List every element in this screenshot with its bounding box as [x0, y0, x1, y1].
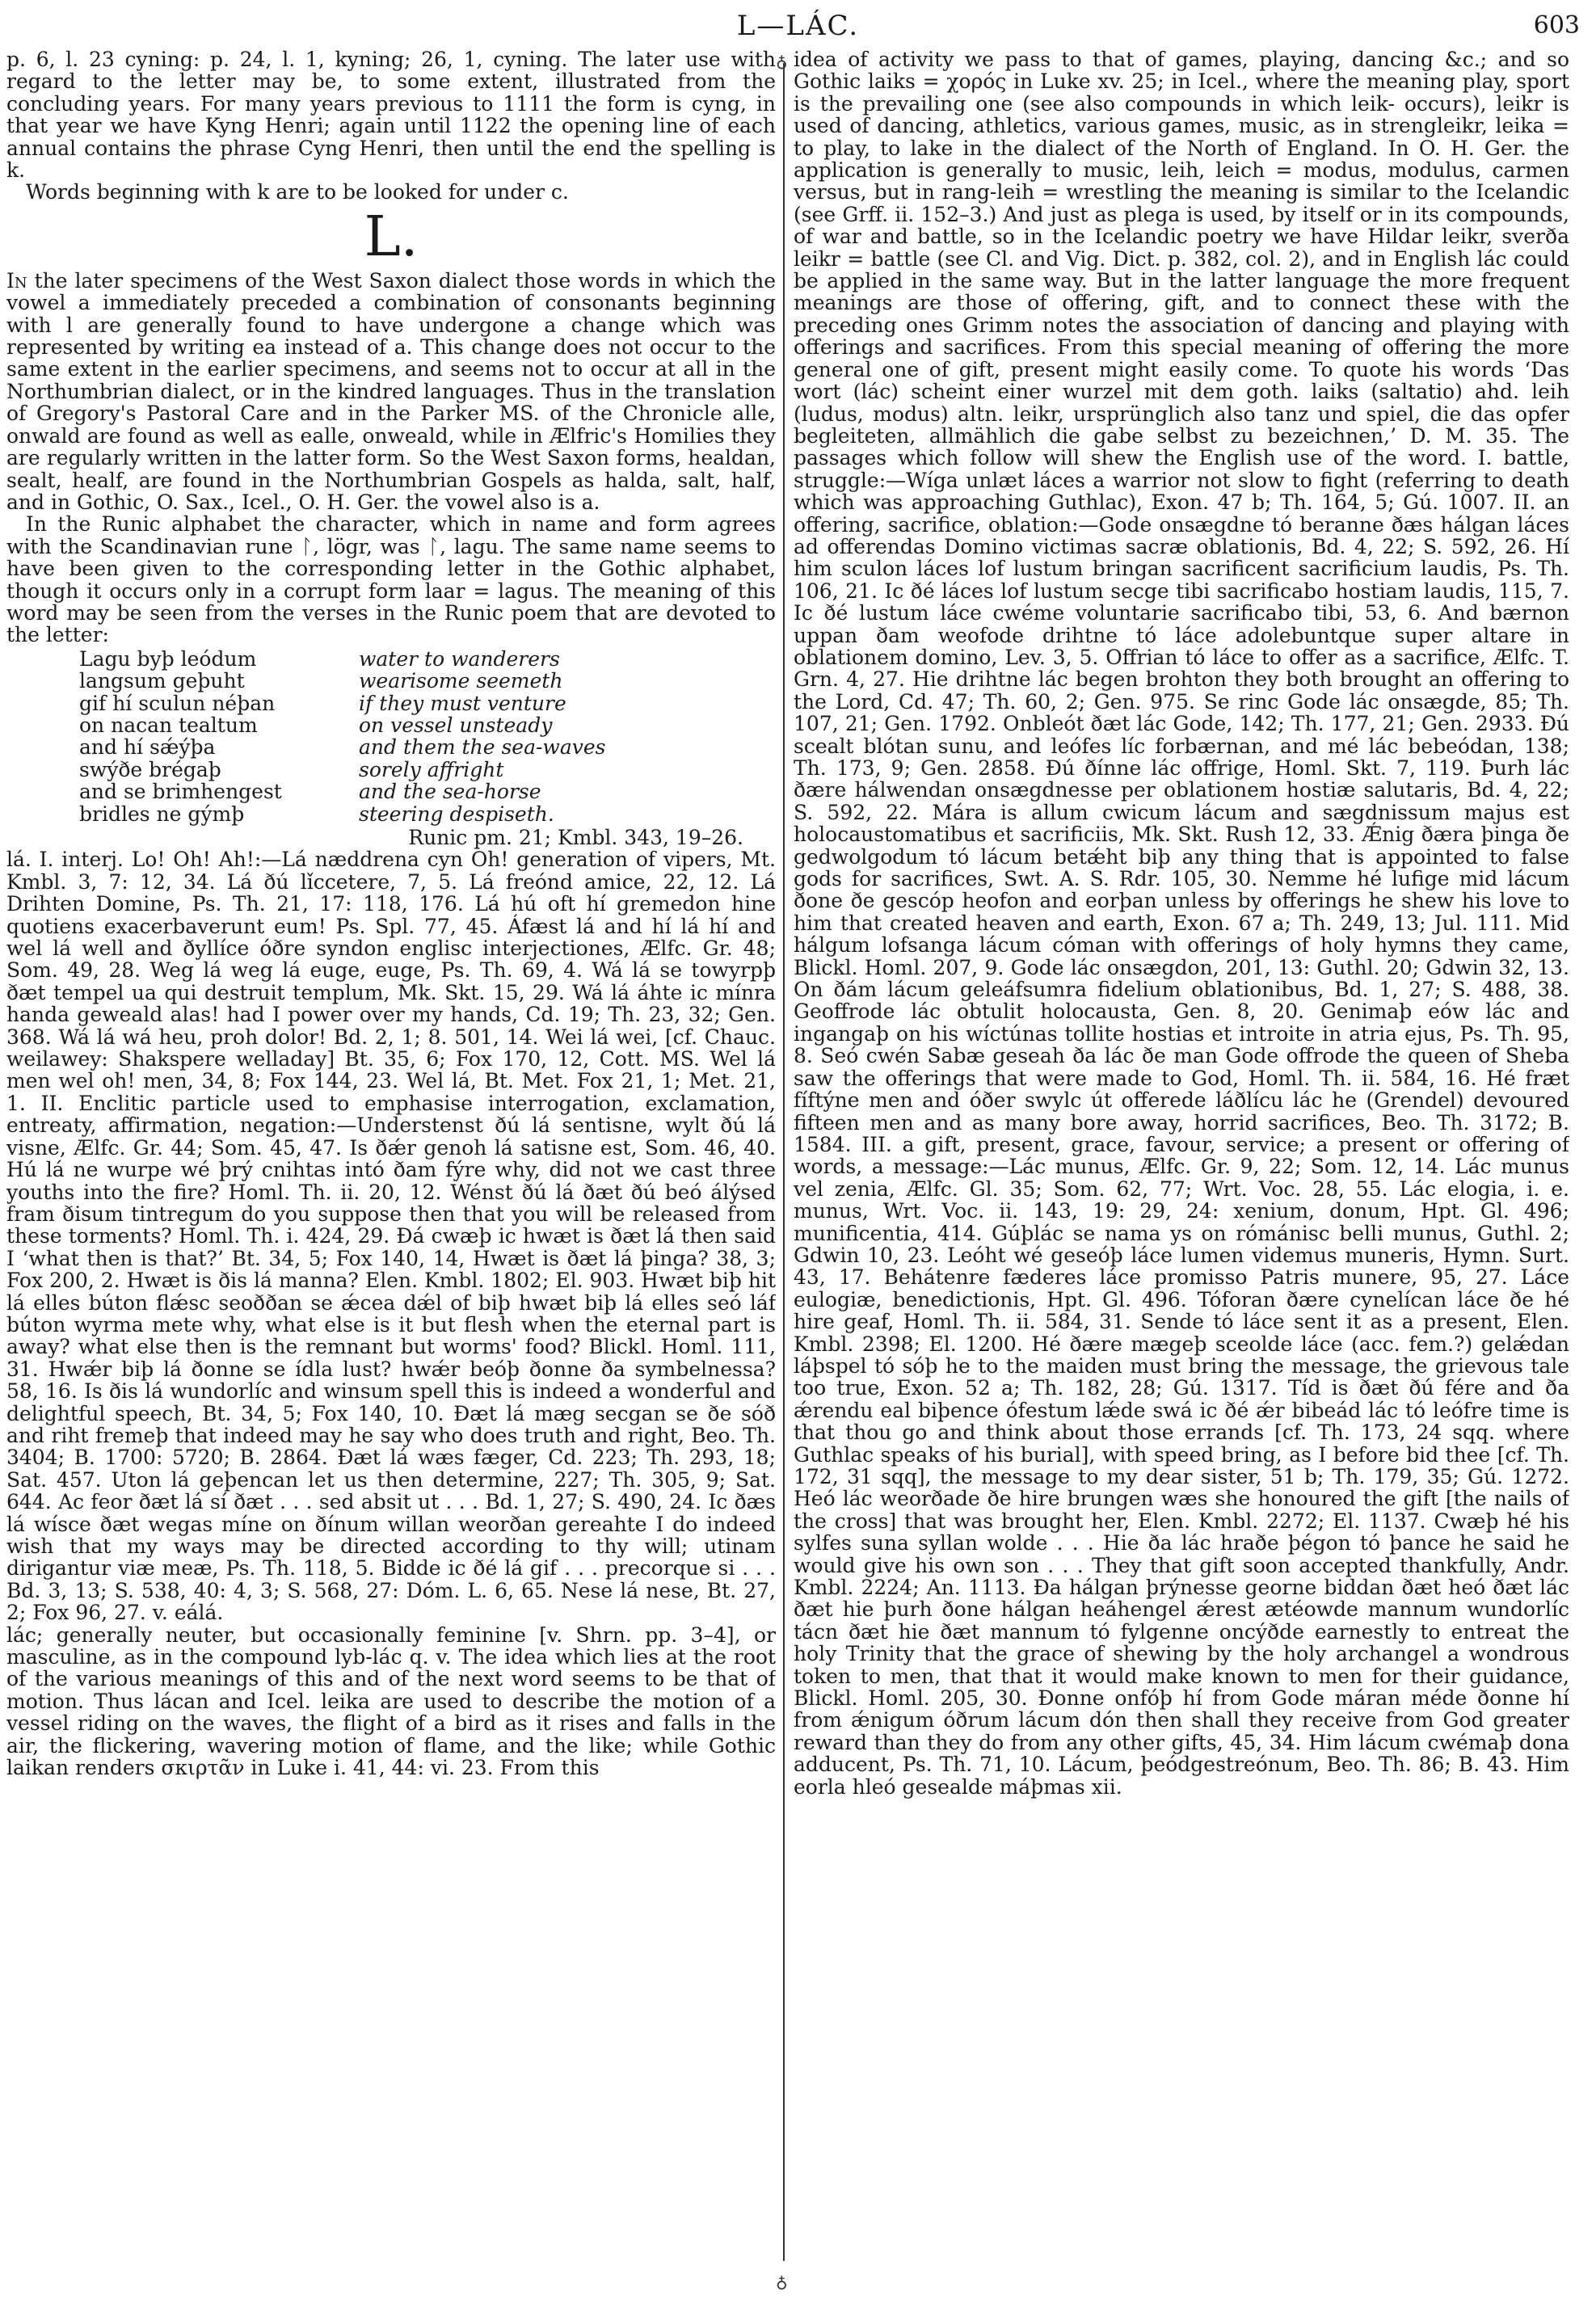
poem-old-english: swýðe brégaþ — [79, 757, 221, 781]
poem-old-english: bridles ne gýmþ — [79, 802, 245, 826]
poem-line — [6, 781, 776, 802]
poem-old-english: Lagu byþ leódum — [79, 646, 257, 671]
poem-line — [6, 670, 776, 692]
left-column — [6, 48, 776, 2287]
entry-lac-intro: lác; generally neuter, but occasionally feminine [v. Shrn. pp. 3–4], or masculine, as in the compound lyb-lác q. v. The idea which lies at the root of the various meanings of this and of the next word seems to be that of motion. Thus lácan and Icel. leika are used to describe the motion of a vessel riding on the waves, the flight of a bird as it rises and falls in the air, the flickering, wavering motion of flame, and the like; while Gothic laikan renders σκιρτᾶν in Luke i. 41, 44: vi. 23. From this — [6, 1623, 776, 1780]
ornament-top-icon: ♁ — [776, 52, 788, 71]
k-crossref-paragraph: Words beginning with k are to be looked for under c. — [26, 180, 569, 204]
ornament-bottom-icon: ♁ — [776, 2272, 788, 2292]
l-intro-text: the later specimens of the West Saxon dialect those words in which the vowel a immediately preceded a combination of consonants beginning with l are generally found to have undergone a change which was represented by writing ea instead of a. This change does not occur to the same extent in the earlier specimens, and seems not to occur at all in the Northumbrian dialect, or in the kindred languages. Thus in the translation of Gregory's Pastoral Care and in the Parker MS. of the Chronicle alle, onwald are found as well as ealle, onweald, while in Ælfric's Homilies they are regularly written in the latter form. So the West Saxon forms, healdan, sealt, healf, are found in the Northumbrian Gospels as halda, salt, half, and in Gothic, O. Sax., Icel., O. H. Ger. the vowel also is a. — [6, 268, 776, 514]
poem-line — [6, 736, 776, 758]
poem-translation: wearisome seemeth — [359, 669, 563, 693]
poem-line — [6, 692, 776, 714]
poem-old-english: langsum geþuht — [79, 669, 245, 693]
k-note-paragraph: p. 6, l. 23 cyning: p. 24, l. 1, kyning; 26, 1, cyning. The later use with regard to the letter may be, to some extent, illustrated from the concluding years. For many years previous to 1111 the form is cyng, in that year we have Kyng Henri; again until 1122 the opening line of each annual contains the phrase Cyng Henri, then until the end the spelling is k. — [6, 48, 776, 183]
poem-translation: sorely affright — [359, 757, 504, 781]
poem-citation: Runic pm. 21; Kmbl. 343, 19–26. — [408, 826, 743, 849]
poem-old-english: on nacan tealtum — [79, 713, 258, 737]
poem-old-english: and hí sǽýþa — [79, 735, 216, 760]
poem-old-english: gif hí sculun néþan — [79, 691, 276, 715]
entry-la: lá. I. interj. Lo! Oh! Ah!:—Lá næddrena cyn Oh! generation of vipers, Mt. Kmbl. 3, 7: 12, 34. Lá ðú lǐccetere, 7, 5. Lá freónd amice, 22, 12. Lá Drihten Domine, Ps. Th. 21, 17: 118, 176. Lá hú oft hí gremedon hine quotiens exacerbaverunt eum! Ps. Spl. 77, 45. Áfæst lá and hí lá hí and wel lá well and ðyllíce óðre syndon englisc interjectiones, Ælfc. Gr. 48; Som. 49, 28. Weg lá weg lá euge, euge, Ps. Th. 69, 4. Wá lá se towyrpþ ðæt tempel ua qui destruit templum, Mk. Skt. 15, 29. Wá lá áhte ic mínra handa geweald alas! had I power over my hands, Cd. 19; Th. 23, 32; Gen. 368. Wá lá wá heu, proh dolor! Bd. 2, 1; 8. 501, 14. Wei lá wei, [cf. Chauc. weilawey: Shakspere welladay] Bt. 35, 6; Fox 170, 12, Cott. MS. Wel lá men wel oh! men, 34, 8; Fox 144, 23. Wel lá, Bt. Met. Fox 21, 1; Met. 21, 1. II. Enclitic particle used to emphasise interrogation, exclamation, entreaty, affirmation, negation:—Understenst ðú lá sentisne, wylt ðú lá visne, Ælfc. Gr. 44; Som. 45, 47. Is ðǽr genoh lá satisne est, Som. 46, 40. Hú lá ne wurpe wé þrý cnihtas intó ðam fýre why, did not we cast three youths into the fire? Homl. Th. ii. 20, 12. Wénst ðú lá ðæt ðú beó álýsed fram ðisum tintregum do you suppose then that you will be released from these torments? Homl. Th. i. 424, 29. Ðá cwæþ ic hwæt is ðæt lá then said I ‘what then is that?’ Bt. 34, 5; Fox 140, 14, Hwæt is ðæt lá þinga? 38, 3; Fox 200, 2. Hwæt is ðis lá manna? Elen. Kmbl. 1802; El. 903. Hwæt biþ hit lá elles búton flǽsc seoððan se ǽcea dǽl of biþ hwæt biþ lá elles seó láf búton wyrma mete why, what else is it but flesh when the eternal part is away? what else then is the remnant but worms' food? Blickl. Homl. 111, 31. Hwǽr biþ lá ðonne se ídla lust? hwǽr beóþ ðonne ða symbelnessa? 58, 16. Is ðis lá wundorlíc and winsum spell this is indeed a wonderful and delightful speech, Bt. 34, 5; Fox 140, 10. Ðæt lá mæg secgan se ðe sóð and riht fremeþ that indeed may he say who does truth and right, Beo. Th. 3404; B. 1700: 5720; B. 2864. Ðæt lá wæs fæger, Cd. 223; Th. 293, 18; Sat. 457. Uton lá geþencan let us then determine, 227; Th. 305, 9; Sat. 644. Ac feor ðæt lá sí ðæt . . . sed absit ut . . . Bd. 1, 27; S. 490, 24. Ic ðæs lá wísce ðæt wegas míne on ðínum willan weorðan gereahte I do indeed wish that my ways may be directed according to thy will; utinam dirigantur viæ meæ, Ps. Th. 118, 5. Bidde ic ðé lá gif . . . precorque si . . . Bd. 3, 13; S. 538, 40: 4, 3; S. 568, 27: Dóm. L. 6, 65. Nese lá nese, Bt. 27, 2; Fox 96, 27. v. eálá. — [6, 848, 776, 1625]
l-intro-paragraph — [6, 270, 776, 513]
drop-cap-word: In — [6, 268, 27, 293]
poem-line — [6, 648, 776, 670]
runic-poem — [6, 648, 776, 825]
poem-translation: steering despiseth. — [359, 802, 554, 826]
poem-line — [6, 803, 776, 825]
running-head — [0, 6, 1596, 42]
entry-lac-continuation: idea of activity we pass to that of games, playing, dancing &c.; and so Gothic laiks = χορός in Luke xv. 25; in Icel., where the meaning play, sport is the prevailing one (see also compounds in which leik- occurs), leikr is used of dancing, athletics, various games, music, as in strengleikr, leika = to play, to lake in the dialect of the North of England. In O. H. Ger. the application is generally to music, leih, leich = modus, modulus, carmen versus, but in rang-leih = wrestling the meaning is similar to the Icelandic (see Grff. ii. 152–3.) And just as plega is used, by itself or in its compounds, of war and battle, so in the Icelandic poetry we have Hildar leikr, sverða leikr = battle (see Cl. and Vig. Dict. p. 382, col. 2), and in English lác could be applied in the same way. But in the latter language the more frequent meanings are those of offering, gift, and to connect these with the preceding ones Grimm notes the association of dancing and playing with offerings and sacrifices. From this special meaning of offering the more general one of gift, present might easily come. To quote his words ‘Das wort (lác) scheint einer wurzel mit dem goth. laiks (saltatio) ahd. leih (ludus, modus) altn. leikr, ursprünglich also tanz und spiel, die das opfer begleiteten, allmählich die gabe selbst zu bezeichnen,’ D. M. 35. The passages which follow will shew the English use of the word. I. battle, struggle:—Wíga unlæt láces a warrior not slow to fight (referring to death which was approaching Guthlac), Exon. 47 b; Th. 164, 5; Gú. 1007. II. an offering, sacrifice, oblation:—Gode onsægdne tó beranne ðæs hálgan láces ad offerendas Domino victimas sacræ oblationis, Bd. 4, 22; S. 592, 26. Hí him sculon láces lof lustum bringan sacrificent sacrificium laudis, Ps. Th. 106, 21. Ic ðé láces lof lustum secge tibi sacrificabo hostiam laudis, 115, 7. Ic ðé lustum láce cwéme voluntarie sacrificabo tibi, 53, 6. And bærnon uppan ðam weofode drihtne tó láce adolebuntque super altare in oblationem domino, Lev. 3, 5. Offrian tó láce to offer as a sacrifice, Ælfc. T. Grn. 4, 27. Hie drihtne lác begen brohton they both brought an offering to the Lord, Cd. 47; Th. 60, 2; Gen. 975. Se rinc Gode lác onsægde, 85; Th. 107, 21; Gen. 1792. Onbleót ðæt lác Gode, 142; Th. 177, 21; Gen. 2933. Ðú scealt blótan sunu, and leófes líc forbærnan, and mé lác bebeódan, 138; Th. 173, 9; Gen. 2858. Ðú ðínne lác offrige, Homl. Skt. 7, 119. Þurh lác ðære hálwendan onsægdnesse per oblationem hostiæ salutaris, Bd. 4, 22; S. 592, 22. Mára is allum cwicum lácum and sægdnissum majus est holocaustomatibus et sacrificiis, Mk. Skt. Rush 12, 33. Ǽnig ðæra þinga ðe gedwolgodum tó lácum betǽht biþ any thing that is appointed to false gods for sacrifices, Swt. A. S. Rdr. 105, 30. Nemme hé lufige mid lácum ðone ðe gescóp heofon and eorþan unless by offerings he shew his love to him that created heaven and earth, Exon. 67 a; Th. 249, 13; Jul. 111. Mid hálgum lofsanga lácum cóman with offerings of holy hymns they came, Blickl. Homl. 207, 9. Gode lác onsægdon, 201, 13: Guthl. 20; Gdwin 32, 13. On ðám lácum geleáfsumra fidelium oblationibus, Bd. 1, 27; S. 488, 38. Geoffrode lác obtulit holocausta, Gen. 8, 20. Genimaþ eów lác and ingangaþ on his wíctúnas tollite hostias et introite in atria ejus, Ps. Th. 95, 8. Seó cwén Sabæ geseah ða lác ðe man Gode offrode the queen of Sheba saw the offerings that were made to God, Homl. Th. ii. 584, 16. Hé fræt fíftýne men and óðer swylc út offerede láðlícu lác he (Grendel) devoured fifteen men and as many bore away, horrid sacrifices, Beo. Th. 3172; B. 1584. III. a gift, present, grace, favour, service; a present or offering of words, a message:—Lác munus, Ælfc. Gr. 9, 22; Som. 12, 14. Lác munus vel zenia, Ælfc. Gl. 35; Som. 62, 77; Wrt. Voc. 28, 55. Lác elogia, i. e. munus, Wrt. Voc. ii. 143, 19: 29, 24: xenium, donum, Hpt. Gl. 496; munificentia, 414. Gúþlác se nama ys on rómánisc belli munus, Guthl. 2; Gdwin 10, 23. Leóht wé geseóþ láce lumen videmus muneris, Hymn. Surt. 43, 17. Behátenre fæderes láce promisso Patris munere, 95, 27. Láce eulogiæ, benedictionis, Hpt. Gl. 496. Tóforan ðære cynelícan láce ðe hé hire geaf, Homl. Th. ii. 584, 31. Sende tó láce sent it as a present, Elen. Kmbl. 2398; El. 1200. Hé ðære mægeþ sceolde láce (acc. fem.?) gelǽdan láþspel tó sóþ he to the maiden must bring the message, the grievous tale too true, Exon. 52 a; Th. 182, 28; Gú. 1317. Tíd is ðæt ðú fére and ða ǽrendu eal biþence ófestum lǽde swá ic ðé ǽr bibeád lác tó leófre time is that thou go and think about those errands [cf. Th. 173, 24 sqq. where Guthlac speaks of his burial], with speed bring, as I before bid thee [cf. Th. 172, 31 sqq], the message to my dear sister, 51 b; Th. 179, 35; Gú. 1272. Heó lác weorðade ðe hire brungen wæs she honoured the gift [the nails of the cross] that was brought her, Elen. Kmbl. 2272; El. 1137. Cwæþ hé his sylfes suna syllan wolde . . . Hie ða lác hraðe þégon tó þance he said he would give his own son . . . They that gift soon accepted thankfully, Andr. Kmbl. 2224; An. 1113. Ða hálgan þrýnesse georne biddan ðæt heó ðæt lác ðæt hie þurh ðone hálgan heáhengel ǽrest ætéowde mannum wundorlíc tácn ðæt hie ðæt mannum tó fylgenne oncýðde earnestly to entreat the holy Trinity that the grace of shewing by the holy archangel a wondrous token to men, that that it would make known to men for their guidance, Blickl. Homl. 205, 30. Ðonne onfóþ hí from Gode máran méde ðonne hí from ǽnigum óðrum lácum dón then shall they receive from God greater reward than they do from any other gifts, 45, 34. Him lácum cwémaþ dona adducent, Ps. Th. 71, 10. Lácum, þeódgestreónum, Beo. Th. 86; B. 43. Him eorla hleó gesealde máþmas xii. — [794, 48, 1569, 1799]
page-title: L—LÁC. — [736, 10, 860, 42]
poem-old-english: and se brimhengest — [79, 780, 282, 804]
section-letter-heading: L. — [364, 204, 419, 269]
poem-translation: and them the sea-waves — [359, 735, 606, 760]
poem-line — [6, 759, 776, 781]
poem-translation: water to wanderers — [359, 646, 560, 671]
poem-translation: and the sea-horse — [359, 780, 541, 804]
right-column — [794, 48, 1569, 2287]
poem-translation: if they must venture — [359, 691, 566, 715]
page-number: 603 — [1533, 11, 1580, 40]
column-divider — [783, 63, 785, 2261]
runic-paragraph: In the Runic alphabet the character, which in name and form agrees with the Scandinavian rune ᛚ, lögr, was ᛚ, lagu. The same name seems to have been given to the corresponding letter in the Gothic alphabet, though it occurs only in a corrupt form laar = lagus. The meaning of this word may be seen from the verses in the Runic poem that are devoted to the letter: — [6, 512, 776, 647]
poem-line — [6, 714, 776, 736]
poem-translation: on vessel unsteady — [359, 713, 553, 737]
